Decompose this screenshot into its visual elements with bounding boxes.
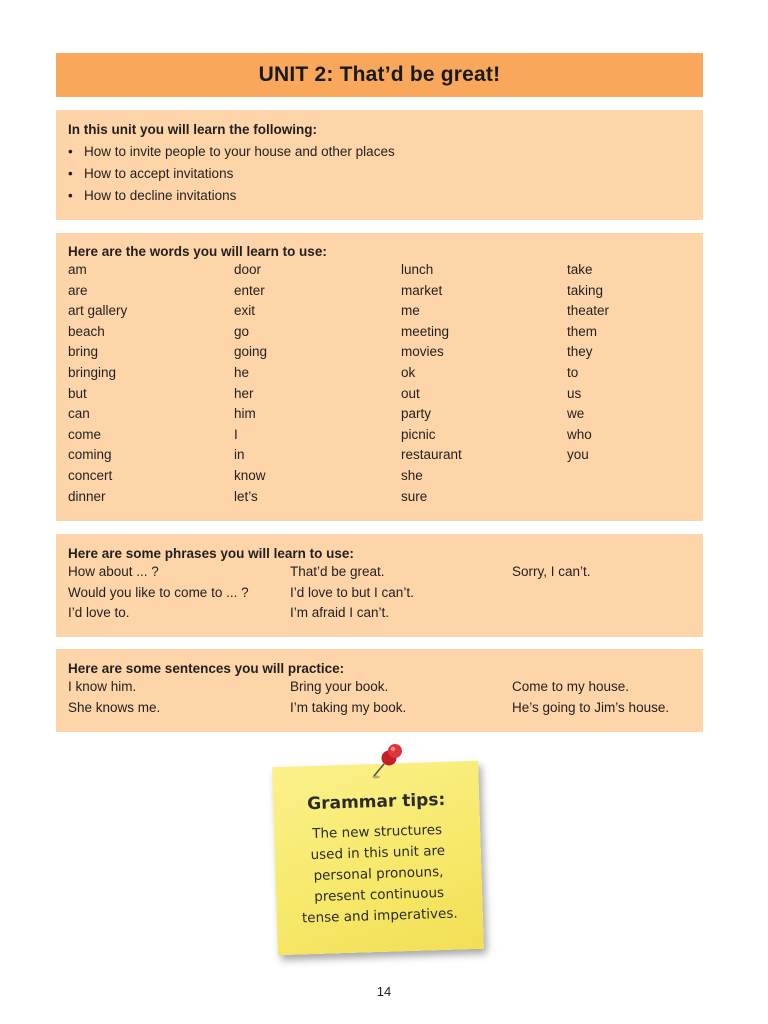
- word: movies: [401, 344, 444, 360]
- note-line: present continuous: [314, 884, 445, 906]
- vocabulary-grid: [68, 260, 691, 510]
- sticky-note-paper: [272, 761, 484, 955]
- sentence: I know him.: [68, 679, 137, 694]
- sentences-heading: Here are some sentences you will practice:: [68, 661, 345, 676]
- word: picnic: [401, 426, 436, 442]
- word: are: [68, 282, 88, 298]
- word: concert: [68, 467, 113, 483]
- phrase: That’d be great.: [290, 564, 385, 579]
- word: lunch: [401, 262, 434, 277]
- vocabulary-column: [68, 260, 228, 507]
- word: me: [401, 303, 420, 319]
- note-line: personal pronouns,: [313, 863, 444, 885]
- vocabulary-column: [234, 260, 394, 507]
- phrase-row: [68, 603, 691, 624]
- word: can: [68, 406, 90, 422]
- word: market: [401, 282, 443, 298]
- sentences-table: [68, 677, 691, 718]
- sentence: Come to my house.: [512, 679, 630, 694]
- word: taking: [567, 282, 604, 298]
- list-item: • How to decline invitations: [68, 185, 691, 207]
- grammar-tips-text: [286, 819, 471, 930]
- word: exit: [234, 303, 256, 319]
- phrase: I’m afraid I can’t.: [290, 605, 390, 620]
- word: we: [567, 406, 585, 422]
- vocabulary-column: [401, 260, 561, 507]
- word: they: [567, 344, 593, 360]
- grammar-tips-title: Grammar tips:: [306, 789, 446, 815]
- word: he: [234, 364, 250, 380]
- word: come: [68, 426, 102, 442]
- note-line: tense and imperatives.: [301, 905, 458, 927]
- phrase: I’d love to.: [68, 605, 130, 620]
- word: in: [234, 447, 245, 463]
- sentences-box: [56, 649, 703, 732]
- word: out: [401, 385, 420, 401]
- page-number: 14: [376, 984, 392, 999]
- word: him: [234, 406, 256, 422]
- sentence-row: [68, 677, 691, 698]
- word: to: [567, 364, 579, 380]
- word: I: [234, 426, 238, 442]
- phrase: Would you like to come to ... ?: [68, 584, 249, 600]
- word: dinner: [68, 488, 106, 504]
- list-item: • How to invite people to your house and other places: [68, 141, 691, 163]
- word: bringing: [68, 364, 117, 380]
- unit-header: [56, 53, 703, 97]
- word: meeting: [401, 323, 450, 339]
- vocabulary-box: [56, 233, 703, 521]
- phrase: I’d love to but I can’t.: [290, 584, 414, 600]
- vocabulary-column: [567, 260, 727, 466]
- word: who: [567, 426, 592, 442]
- word: them: [567, 323, 598, 339]
- word: us: [567, 385, 582, 401]
- note-line: used in this unit are: [310, 842, 446, 864]
- list-item: • How to accept invitations: [68, 163, 691, 185]
- word: theater: [567, 303, 610, 319]
- sentence: She knows me.: [68, 699, 161, 715]
- word: going: [234, 344, 268, 360]
- word: am: [68, 262, 87, 277]
- word: party: [401, 406, 432, 422]
- unit-title: UNIT 2: That’d be great!: [258, 63, 501, 86]
- word: restaurant: [401, 447, 462, 463]
- word: art gallery: [68, 303, 128, 319]
- learning-goals-heading: In this unit you will learn the following:: [68, 122, 317, 137]
- word: let’s: [234, 488, 258, 504]
- phrase-row: [68, 583, 691, 604]
- word: go: [234, 323, 250, 339]
- word: her: [234, 385, 254, 401]
- sentence: I’m taking my book.: [290, 699, 407, 715]
- sentence: He’s going to Jim’s house.: [512, 699, 670, 715]
- word: enter: [234, 282, 265, 298]
- phrase: How about ... ?: [68, 564, 159, 579]
- word: you: [567, 447, 589, 463]
- grammar-tips-sticky-note: [250, 740, 510, 970]
- note-line: The new structures: [312, 821, 443, 843]
- word: she: [401, 467, 423, 483]
- learning-goals-list: [68, 141, 691, 207]
- phrases-table: [68, 562, 691, 624]
- phrase-row: [68, 562, 691, 583]
- sentence-row: [68, 698, 691, 719]
- word: coming: [68, 447, 112, 463]
- phrase: Sorry, I can’t.: [512, 564, 591, 579]
- word: beach: [68, 323, 105, 339]
- push-pin-icon: [360, 740, 410, 784]
- sentence: Bring your book.: [290, 679, 389, 694]
- word: know: [234, 467, 266, 483]
- word: ok: [401, 364, 416, 380]
- word: sure: [401, 488, 428, 504]
- phrases-heading: Here are some phrases you will learn to use:: [68, 546, 354, 561]
- word: but: [68, 385, 87, 401]
- word: door: [234, 262, 262, 277]
- word: bring: [68, 344, 99, 360]
- word: take: [567, 262, 593, 277]
- phrases-box: [56, 534, 703, 637]
- vocabulary-heading: Here are the words you will learn to use:: [68, 244, 327, 259]
- learning-goals-box: [56, 110, 703, 220]
